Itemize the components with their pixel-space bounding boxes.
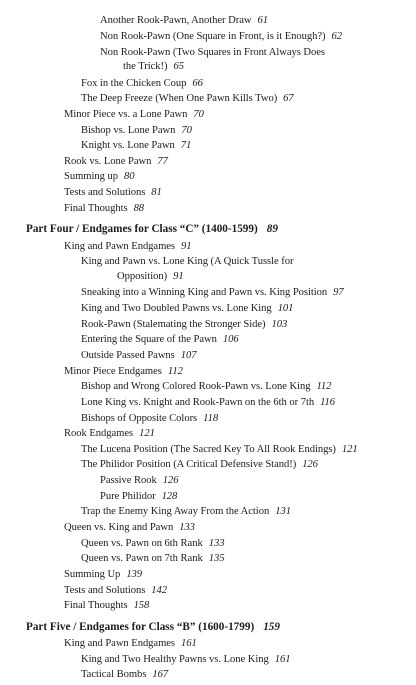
toc-entry-title: Rook vs. Lone Pawn	[64, 156, 152, 167]
toc-entry-title: Tests and Solutions	[64, 585, 146, 596]
toc-entry	[81, 537, 224, 550]
toc-page-number: 71	[180, 140, 192, 151]
toc-entry	[81, 139, 191, 152]
toc-page-number: 97	[333, 287, 344, 298]
toc-entry	[81, 458, 318, 471]
toc-entry-title: Final Thoughts	[64, 600, 128, 611]
toc-page-number: 167	[152, 669, 169, 680]
toc-entry-title: King and Pawn Endgames	[64, 638, 175, 649]
toc-entry	[100, 30, 342, 43]
toc-page-number: 67	[283, 93, 294, 104]
toc-page-number: 159	[263, 621, 280, 633]
toc-entry-title: Queen vs. King and Pawn	[64, 522, 174, 533]
toc-entry-title: Tactical Bombs	[81, 669, 147, 680]
toc-page-number: 61	[257, 15, 268, 26]
toc-entry-title: Trap the Enemy King Away From the Action	[81, 506, 270, 517]
toc-entry-title: King and Two Healthy Pawns vs. Lone King	[81, 654, 269, 665]
toc-entry	[81, 552, 224, 565]
toc-entry-title: Queen vs. Pawn on 6th Rank	[81, 538, 203, 549]
toc-entry-title: Minor Piece Endgames	[64, 366, 162, 377]
toc-entry-title: Passive Rook	[100, 475, 157, 486]
toc-entry	[64, 427, 155, 440]
toc-page-number: 107	[180, 350, 197, 361]
toc-entry-title: Final Thoughts	[64, 203, 128, 214]
toc-page-number: 121	[139, 428, 155, 439]
toc-entry-title: Part Five / Endgames for Class “B” (1600-1799)	[26, 621, 255, 633]
toc-page-number: 112	[167, 366, 183, 377]
toc-entry	[64, 365, 183, 378]
toc-entry-title: Opposition)	[117, 271, 168, 282]
toc-entry-title: The Lucena Position (The Sacred Key To All Rook Endings)	[81, 444, 336, 455]
toc-entry-title: Queen vs. Pawn on 7th Rank	[81, 553, 203, 564]
toc-entry	[64, 186, 162, 199]
toc-entry-title: Summing up	[64, 171, 118, 182]
toc-entry	[64, 584, 167, 597]
toc-entry-title: Pure Philidor	[100, 491, 156, 502]
toc-entry-title: King and Pawn Endgames	[64, 241, 175, 252]
toc-entry	[81, 318, 287, 331]
toc-page-number: 80	[123, 171, 135, 182]
toc-entry	[64, 637, 197, 650]
toc-entry-title: Another Rook-Pawn, Another Draw	[100, 15, 252, 26]
toc-entry	[64, 155, 168, 168]
toc-entry	[81, 92, 294, 105]
toc-entry	[81, 380, 331, 393]
toc-entry-title: Non Rook-Pawn (One Square in Front, is it Enough?)	[100, 31, 326, 42]
toc-entry	[81, 124, 192, 137]
toc-page-number: 116	[320, 397, 336, 408]
toc-entry	[81, 302, 293, 315]
toc-page-number: 103	[271, 319, 288, 330]
toc-entry	[81, 668, 168, 681]
toc-entry-title: King and Pawn vs. Lone King (A Quick Tussle for	[81, 256, 294, 267]
toc-page-number: 89	[266, 223, 278, 235]
toc-entry	[81, 333, 239, 346]
toc-entry-title: Bishops of Opposite Colors	[81, 413, 198, 424]
toc-entry-title: Entering the Square of the Pawn	[81, 334, 217, 345]
toc-entry	[64, 108, 204, 121]
toc-entry-title: Minor Piece vs. a Lone Pawn	[64, 109, 188, 120]
toc-page-number: 101	[277, 303, 294, 314]
toc-page-number: 121	[341, 444, 358, 455]
toc-entry	[100, 490, 177, 503]
toc-page-number: 131	[275, 506, 291, 517]
toc-entry-title: Rook Endgames	[64, 428, 134, 439]
toc-page-number: 126	[162, 475, 179, 486]
toc-page-number: 158	[133, 600, 150, 611]
toc-entry-title: Sneaking into a Winning King and Pawn vs. King Position	[81, 287, 328, 298]
toc-entry-title: Fox in the Chicken Coup	[81, 78, 187, 89]
toc-page-number: 161	[181, 638, 197, 649]
toc-entry-title: Bishop and Wrong Colored Rook-Pawn vs. Lone King	[81, 381, 311, 392]
toc-entry	[81, 396, 335, 409]
toc-entry	[100, 46, 325, 59]
toc-entry	[81, 443, 358, 456]
toc-page-number: 62	[331, 31, 343, 42]
toc-part-heading	[26, 621, 280, 634]
toc-page-number: 91	[181, 241, 192, 252]
toc-page-number: 133	[208, 538, 225, 549]
toc-page-number: 65	[173, 61, 184, 72]
toc-part-heading	[26, 223, 278, 236]
toc-entry-title: Tests and Solutions	[64, 187, 146, 198]
toc-page-number: 142	[151, 585, 168, 596]
toc-entry	[100, 14, 268, 27]
toc-entry-title: Bishop vs. Lone Pawn	[81, 125, 176, 136]
toc-entry-title: Rook-Pawn (Stalemating the Stronger Side)	[81, 319, 266, 330]
toc-entry	[81, 412, 218, 425]
toc-page-number: 106	[222, 334, 239, 345]
toc-entry-title: The Philidor Position (A Critical Defensive Stand!)	[81, 459, 297, 470]
toc-entry	[64, 599, 149, 612]
toc-entry-title: Part Four / Endgames for Class “C” (1400-1599)	[26, 223, 258, 235]
toc-page-number: 139	[126, 569, 143, 580]
toc-page-number: 135	[208, 553, 225, 564]
toc-entry-title: Knight vs. Lone Pawn	[81, 140, 175, 151]
toc-page-number: 161	[274, 654, 291, 665]
toc-entry	[117, 270, 184, 283]
toc-page-number: 81	[151, 187, 162, 198]
toc-page-number: 118	[203, 413, 219, 424]
toc-entry	[81, 286, 344, 299]
toc-entry	[81, 77, 203, 90]
toc-entry	[64, 202, 144, 215]
toc-page-number: 112	[316, 381, 332, 392]
toc-entry	[81, 653, 290, 666]
toc-page-number: 70	[181, 125, 192, 136]
toc-entry	[81, 255, 293, 268]
toc-entry	[81, 349, 197, 362]
toc-entry	[100, 474, 179, 487]
toc-page-number: 128	[161, 491, 178, 502]
toc-page-number: 77	[157, 156, 168, 167]
toc-entry	[81, 505, 291, 518]
toc-entry	[64, 170, 134, 183]
toc-entry	[64, 521, 195, 534]
toc-entry-title: Lone King vs. Knight and Rook-Pawn on the 6th or 7th	[81, 397, 315, 408]
toc-page-number: 126	[302, 459, 318, 470]
toc-entry-title: The Deep Freeze (When One Pawn Kills Two)	[81, 93, 278, 104]
toc-entry-title: Outside Passed Pawns	[81, 350, 175, 361]
toc-entry-title: King and Two Doubled Pawns vs. Lone King	[81, 303, 272, 314]
toc-entry-title: the Trick!)	[123, 61, 168, 72]
toc-page-number: 91	[173, 271, 184, 282]
toc-page-number: 133	[179, 522, 195, 533]
toc-page-number: 88	[133, 203, 145, 214]
toc-entry-title: Summing Up	[64, 569, 121, 580]
toc-entry	[64, 240, 192, 253]
toc-page-number: 70	[193, 109, 204, 120]
toc-page-number: 66	[192, 78, 203, 89]
toc-entry	[123, 60, 184, 73]
toc-entry	[64, 568, 142, 581]
toc-entry-title: Non Rook-Pawn (Two Squares in Front Always Does	[100, 47, 325, 58]
